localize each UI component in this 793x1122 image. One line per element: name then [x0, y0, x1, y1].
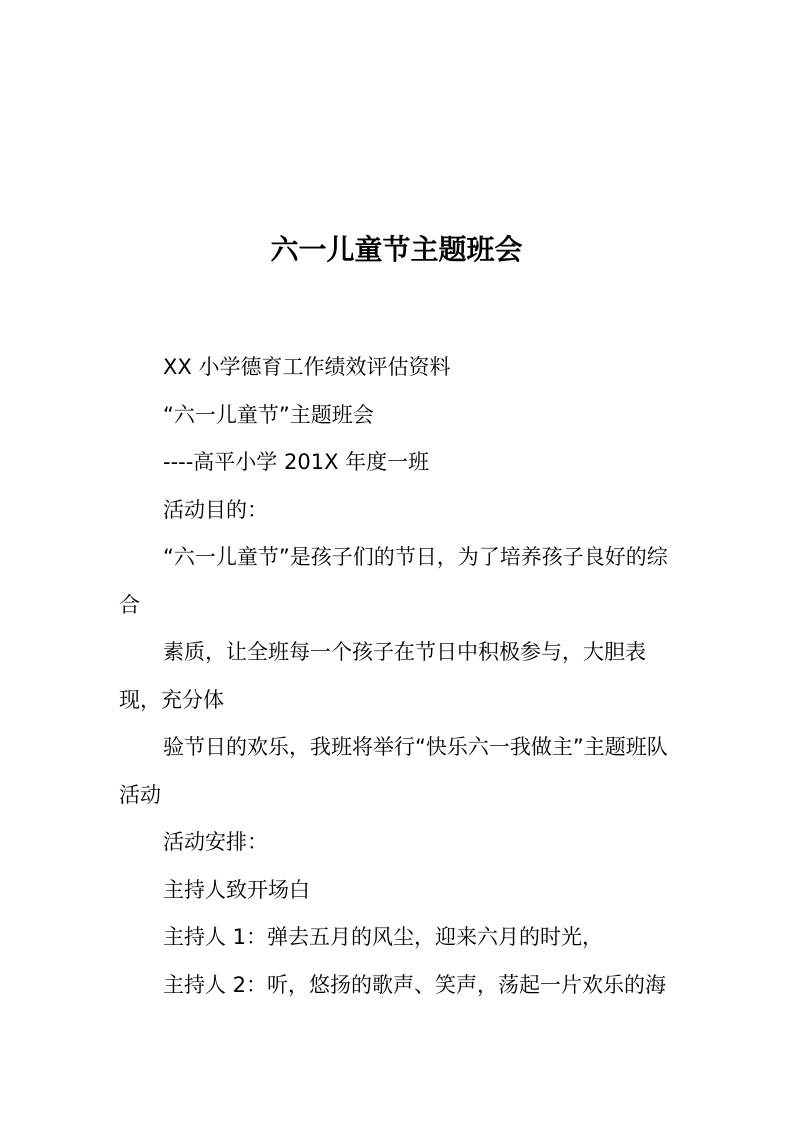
- paragraph-class-info: ----高平小学 201X 年度一班: [163, 450, 430, 474]
- paragraph-meeting-name: “六一儿童节”主题班会: [163, 402, 374, 427]
- paragraph-schedule-heading: 活动安排：: [163, 830, 268, 854]
- paragraph-school-report: XX 小学德育工作绩效评估资料: [163, 355, 451, 379]
- paragraph-host1-line: 主持人 1：弹去五月的风尘，迎来六月的时光，: [163, 925, 604, 949]
- document-title: 六一儿童节主题班会: [270, 233, 523, 266]
- document-body: [119, 344, 679, 1009]
- paragraph-purpose-line2: 素质，让全班每一个孩子在节日中积极参与，大胆表: [163, 640, 646, 664]
- paragraph-host2-line: 主持人 2：听，悠扬的歌声、笑声，荡起一片欢乐的海: [163, 972, 667, 997]
- paragraph-purpose-line3-cont: 活动: [119, 782, 161, 807]
- paragraph-purpose-heading: 活动目的：: [163, 497, 268, 522]
- paragraph-purpose-line2-cont: 现，充分体: [119, 687, 224, 712]
- paragraph-purpose-line1: “六一儿童节”是孩子们的节日，为了培养孩子良好的综: [163, 545, 668, 569]
- paragraph-host-opening: 主持人致开场白: [163, 877, 310, 902]
- paragraph-purpose-line1-cont: 合: [119, 592, 140, 617]
- paragraph-purpose-line3: 验节日的欢乐，我班将举行“快乐六一我做主”主题班队: [163, 735, 668, 759]
